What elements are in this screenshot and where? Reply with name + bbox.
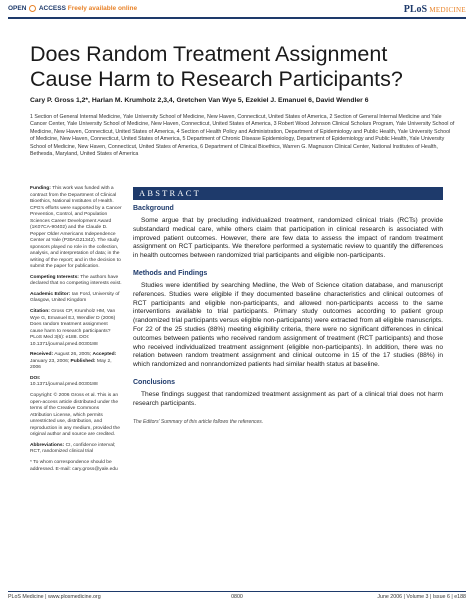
conclusions-heading: Conclusions (133, 378, 176, 386)
author-list: Cary P. Gross 1,2*, Harlan M. Krumholz 2,3,4, Gretchen Van Wye 5, Ezekiel J. Emanuel 6, David Wendler 6 (30, 97, 369, 104)
methods-heading: Methods and Findings (133, 269, 208, 277)
competing-text: The authors have declared that no competing interests exist. (30, 274, 122, 287)
accepted-label: Accepted: (92, 352, 117, 358)
competing-interests (30, 275, 122, 288)
access-label: ACCESS (38, 5, 66, 12)
journal-logo-plos: PLoS (403, 4, 428, 15)
abbreviations (30, 443, 122, 456)
freely-available-label: Freely available online (67, 5, 138, 12)
header-rule (8, 17, 466, 19)
dates: Received: August 26, 2005; Accepted: January 23, 2006; Published: May 2, 2006 (30, 352, 117, 371)
abstract-body (133, 204, 443, 425)
correspondence: * To whom correspondence should be addressed. E-mail: cary.gross@yale.edu (30, 460, 118, 472)
conclusions-text: These findings suggest that randomized treatment assignment as part of a clinical trial does not harm research participants. (133, 390, 443, 407)
copyright: Copyright: © 2006 Gross et al. This is an open-access article distributed under the terms of the Creative Commons Attribution License, which permits unrestricted use, distribution, and reproduction in any medium, provided the original author and source are credited. (30, 393, 120, 438)
published-date: May 2, 2006 (30, 358, 112, 371)
article-title: Does Random Treatment Assignment Cause Harm to Research Participants? (30, 42, 403, 91)
article-info-sidebar (30, 186, 122, 477)
citation-label: Citation: (30, 309, 50, 315)
page-number: 0800 (231, 594, 243, 600)
abstract-heading: ABSTRACT (133, 187, 443, 200)
methods-text: Studies were identified by searching Medline, the Web of Science citation database, and manuscript references. Studies were eligible if they documented baseline characteristics and clinical outcomes of RCT participants and eligible non-participants, and allowed non-participants access to the same interventions available to trial participants. Primary study outcomes according to patient group (randomized trial participants versus eligible non-participants) were extracted from all eligible manuscripts. For 22 of the 25 studies (88%) meeting eligibility criteria, there were no significant differences in clinical outcomes between patients who received random assignment of treatment (RCT participants) and those who received individualized treatment assignment (eligible non-participants). In addition, there was no relation between random treatment assignment and clinical outcome in 15 of the 17 studies (88%) in which randomized and nonrandomized patients had similar health status at baseline. (133, 281, 443, 369)
doi-link[interactable]: 10.1371/journal.pmed.0030188 (30, 382, 98, 388)
funding-text: This work was funded with a contract from the Department of Clinical Bioethics, National Institutes of Health. CPG's efforts were supported by a Cancer Prevention, Control, and Population Sciences Career Development Award (1K07CA-90402) and the Claude D. Pepper Older Americans Independence Center at Yale (P30AG21342). The study sponsors played no role in the collection, analysis, and interpretation of data; in the writing of the report; and in the decision to submit the paper for publication. (30, 186, 122, 269)
funding-statement (30, 186, 122, 271)
published-label: Published: (70, 358, 96, 364)
competing-label: Competing Interests: (30, 274, 79, 280)
open-access-icon (29, 5, 36, 12)
journal-logo-medicine: MEDICINE (429, 6, 466, 14)
background-text: Some argue that by precluding individualized treatment, randomized clinical trials (RCTs) provide substandard medical care, while others claim that participation in clinical research is associated with improved patient outcomes. However, there are few data to assess the impact of random treatment assignment on RCT participants. We therefore performed a systematic review to quantify the differences in health outcomes between randomized trial participants and eligible non-participants. (133, 217, 443, 260)
accepted-date: January 23, 2006 (30, 358, 68, 364)
doi-label: DOI: (30, 375, 41, 381)
doi (30, 376, 122, 389)
citation (30, 309, 122, 348)
author-affiliations: 1 Section of General Internal Medicine, Yale University School of Medicine, New Haven, Connecticut, United States of America, 2 Section of General Internal Medicine and Yale Cancer Center, Yale University School of Medicine, New Haven, Connecticut, United States of America, 3 Robert Wood Johnson Clinical Scholars Program, Yale University School of Medicine, New Haven, Connecticut, United States of America, 4 Section of Health Policy and Administration, Department of Epidemiology and Public Health, Yale University School of Medicine, New Haven, Connecticut, United States of America, 5 Department of Chronic Disease Epidemiology, Department of Epidemiology and Public Health, Yale University School of Medicine, New Haven, Connecticut, United States of America, 6 Department of Clinical Bioethics, Warren G. Magnuson Clinical Center, National Institutes of Health, Bethesda, Maryland, United States of America (30, 114, 455, 158)
footer-journal: PLoS Medicine | www.plosmedicine.org (8, 594, 101, 600)
academic-editor (30, 292, 122, 305)
open-label: OPEN (8, 5, 27, 12)
funding-label: Funding: (30, 186, 51, 191)
background-heading: Background (133, 205, 174, 212)
footer-issue: June 2006 | Volume 3 | Issue 6 | e188 (377, 594, 466, 600)
open-access-badge (8, 5, 137, 12)
footer-rule (8, 591, 466, 592)
abbrev-label: Abbreviations: (30, 442, 65, 448)
citation-text: Gross CP, Krumholz HM, Van Wye G, Emanuel EJ, Wendler D (2006) Does random treatment assignment cause harm to research participants? PLoS Med 3(6): e188. DOI: 10.1371/journal.pmed.0030188 (30, 309, 116, 347)
received-date: August 26, 2005 (54, 352, 90, 358)
editor-label: Academic Editor: (30, 291, 71, 297)
abbrev-text: CI, confidence interval; RCT, randomized clinical trial (30, 442, 116, 455)
editors-summary-note: The Editors' Summary of this article follows the references. (133, 418, 264, 425)
editor-text: Ian Ford, University of Glasgow, United Kingdom (30, 291, 120, 304)
journal-logo (404, 4, 466, 15)
received-label: Received: (30, 352, 54, 358)
